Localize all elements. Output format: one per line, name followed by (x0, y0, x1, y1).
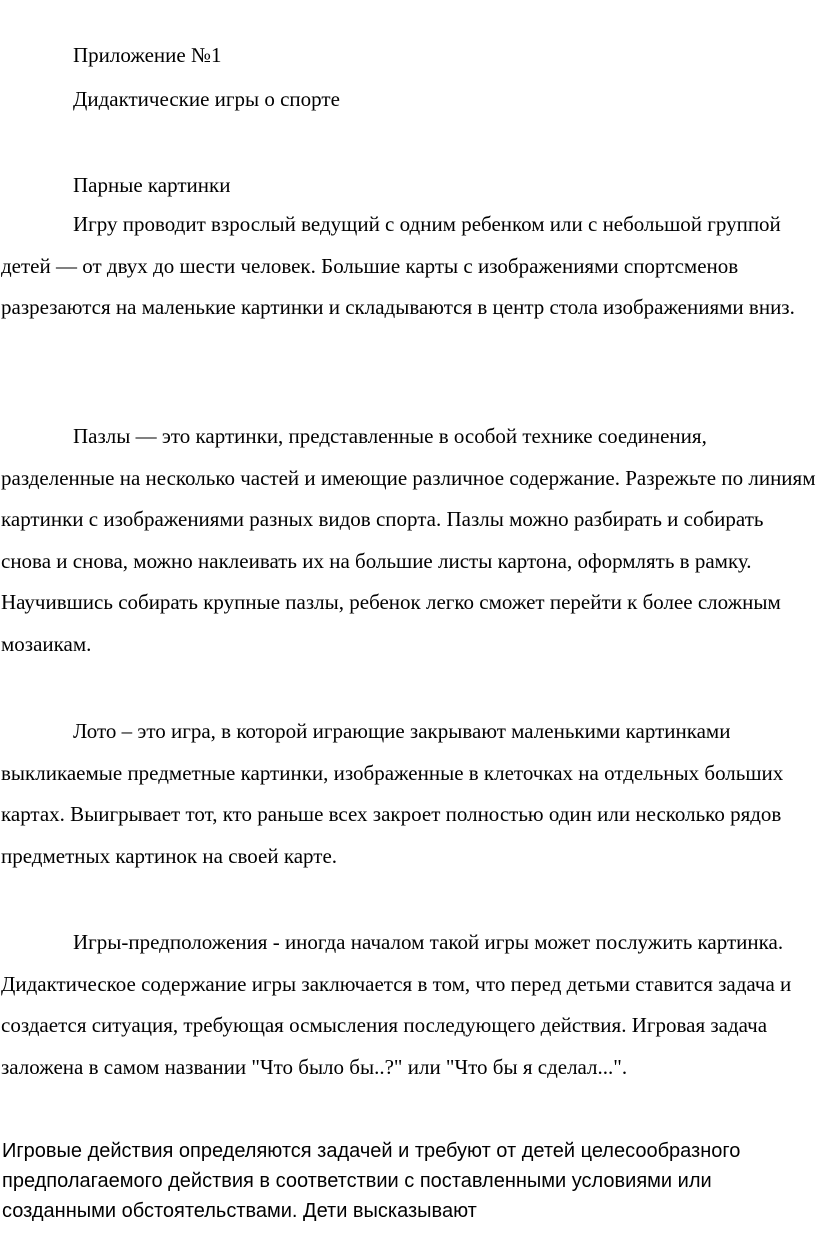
paragraph-paired-pictures: Игру проводит взрослый ведущий с одним ребенком или с небольшой группой детей — от двух до шести человек. Большие карты с изображениями спортсменов разрезаются на маленькие картинки и складываются в центр стола изображениями вниз. (1, 212, 795, 319)
paragraph-puzzles: Пазлы — это картинки, представленные в особой технике соединения, разделенные на несколько частей и имеющие различное содержание. Разрежьте по линиям картинки с изображениями разных видов спорта. Пазлы можно разбирать и собирать снова и снова, можно наклеивать их на большие листы картона, оформлять в рамку. Научившись собирать крупные пазлы, ребенок легко сможет перейти к более сложным мозаикам. (1, 424, 816, 656)
paragraph-lotto: Лото – это игра, в которой играющие закрывают маленькими картинками выкликаемые предметные картинки, изображенные в клеточках на отдельных больших картах. Выигрывает тот, кто раньше всех закроет полностью один или несколько рядов предметных картинок на своей карте. (1, 719, 784, 868)
section-title: Парные картинки (73, 173, 231, 197)
paragraph-guess-games: Игры-предположения - иногда началом такой игры может послужить картинка. Дидактическое содержание игры заключается в том, что перед детьми ставится задача и создается ситуация, требующая осмысления последующего действия. Игровая задача заложена в самом названии "Что было бы..?" или "Что бы я сделал...". (1, 930, 792, 1079)
appendix-label: Приложение №1 (73, 43, 222, 67)
paragraph-game-actions: Игровые действия определяются задачей и требуют от детей целесообразного предполагаемого действия в соответствии с поставленными условиями или созданными обстоятельствами. Дети высказывают (2, 1140, 741, 1222)
document-title: Дидактические игры о спорте (73, 87, 340, 111)
